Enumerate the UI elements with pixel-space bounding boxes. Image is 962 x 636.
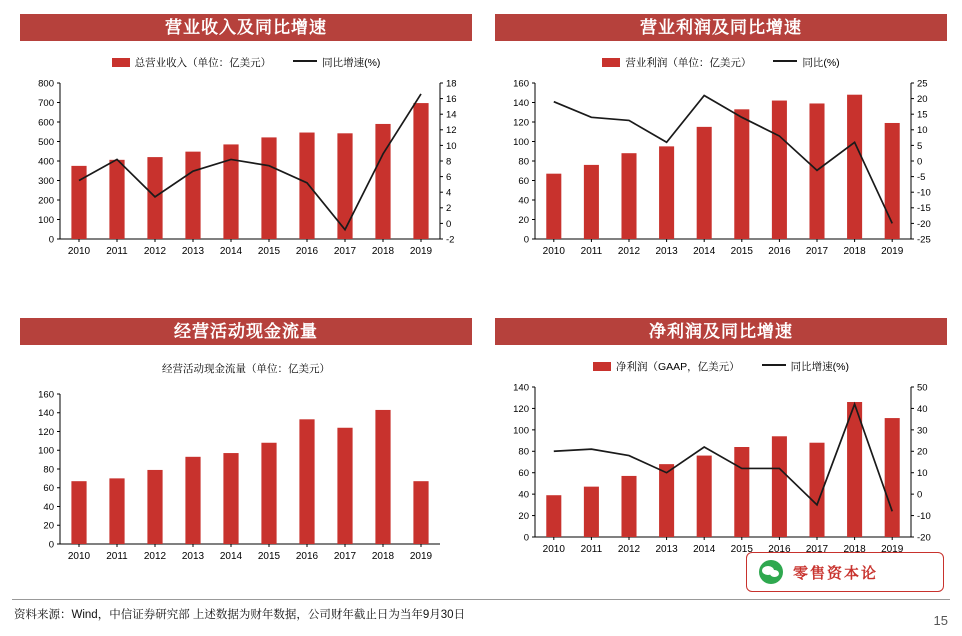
line-swatch-icon xyxy=(773,60,797,62)
svg-text:20: 20 xyxy=(917,446,928,458)
svg-text:50: 50 xyxy=(917,382,928,394)
svg-text:5: 5 xyxy=(917,140,923,152)
svg-text:6: 6 xyxy=(446,172,452,183)
bar-swatch-icon xyxy=(593,362,611,371)
svg-text:2016: 2016 xyxy=(295,246,319,257)
svg-text:80: 80 xyxy=(43,464,54,476)
svg-text:400: 400 xyxy=(38,156,54,168)
chart-caption-operating-cashflow: 经营活动现金流量（单位：亿美元） xyxy=(162,363,330,375)
svg-text:0: 0 xyxy=(523,532,529,544)
svg-text:100: 100 xyxy=(38,445,54,457)
svg-text:14: 14 xyxy=(446,109,457,121)
svg-text:2015: 2015 xyxy=(730,544,753,555)
legend-operating-profit xyxy=(495,55,947,69)
svg-text:2011: 2011 xyxy=(580,544,603,555)
legend-item-bar xyxy=(602,55,751,70)
svg-text:40: 40 xyxy=(917,403,928,415)
svg-text:2014: 2014 xyxy=(219,246,243,257)
svg-text:80: 80 xyxy=(518,156,529,168)
svg-text:2013: 2013 xyxy=(655,544,678,555)
svg-text:2014: 2014 xyxy=(219,551,243,562)
svg-text:60: 60 xyxy=(43,483,54,495)
svg-text:2018: 2018 xyxy=(843,246,866,257)
svg-text:10: 10 xyxy=(446,140,457,152)
svg-text:2017: 2017 xyxy=(805,544,829,555)
line-swatch-icon xyxy=(293,60,317,62)
legend-item-bar xyxy=(593,359,740,374)
panel-operating-cashflow xyxy=(20,318,472,570)
svg-text:800: 800 xyxy=(38,78,54,90)
legend-item-line xyxy=(773,55,839,70)
svg-text:100: 100 xyxy=(513,136,529,148)
svg-text:-2: -2 xyxy=(446,234,455,246)
svg-text:0: 0 xyxy=(446,218,452,230)
svg-text:30: 30 xyxy=(917,425,928,437)
chart-operating-profit xyxy=(495,75,947,265)
watermark-badge xyxy=(746,552,944,592)
panel-title-operating-profit: 营业利润及同比增速 xyxy=(495,14,947,41)
bar-swatch-icon xyxy=(602,58,620,67)
svg-text:-20: -20 xyxy=(917,218,931,230)
panel-title-revenue: 营业收入及同比增速 xyxy=(20,14,472,41)
svg-text:80: 80 xyxy=(518,446,529,458)
svg-text:60: 60 xyxy=(518,175,529,187)
svg-text:120: 120 xyxy=(513,403,529,415)
svg-text:120: 120 xyxy=(513,117,529,129)
svg-text:2010: 2010 xyxy=(67,246,91,257)
legend-label-line: 同比增速(%) xyxy=(322,56,381,69)
svg-text:-5: -5 xyxy=(917,172,926,183)
page-number: 15 xyxy=(933,613,948,628)
svg-text:10: 10 xyxy=(917,125,928,137)
svg-text:2017: 2017 xyxy=(333,551,357,562)
legend-label-bar: 营业利润（单位：亿美元） xyxy=(625,56,752,69)
panel-title-net-profit: 净利润及同比增速 xyxy=(495,318,947,345)
svg-text:2010: 2010 xyxy=(67,551,91,562)
svg-text:2016: 2016 xyxy=(768,544,791,555)
svg-text:2014: 2014 xyxy=(693,246,716,257)
svg-text:2019: 2019 xyxy=(881,544,904,555)
svg-text:-10: -10 xyxy=(917,187,931,199)
legend-label-line: 同比增速(%) xyxy=(790,360,850,373)
svg-text:140: 140 xyxy=(513,97,529,109)
svg-text:0: 0 xyxy=(917,489,923,501)
svg-text:4: 4 xyxy=(446,187,452,199)
svg-text:16: 16 xyxy=(446,94,457,105)
svg-text:2012: 2012 xyxy=(143,551,167,562)
svg-text:2013: 2013 xyxy=(181,551,205,562)
svg-text:-25: -25 xyxy=(917,234,931,246)
svg-text:2014: 2014 xyxy=(693,544,716,555)
svg-text:100: 100 xyxy=(38,214,54,226)
legend-item-line xyxy=(293,55,380,70)
svg-text:2011: 2011 xyxy=(106,246,128,257)
svg-text:40: 40 xyxy=(518,489,529,501)
svg-text:2012: 2012 xyxy=(143,246,167,257)
svg-text:2016: 2016 xyxy=(295,551,319,562)
panel-revenue xyxy=(20,14,472,265)
legend-label-bar: 净利润（GAAP，亿美元） xyxy=(615,360,740,373)
legend-label-bar: 总营业收入（单位：亿美元） xyxy=(134,56,272,69)
svg-text:2012: 2012 xyxy=(617,544,641,555)
svg-text:25: 25 xyxy=(917,78,928,90)
svg-text:2013: 2013 xyxy=(655,246,678,257)
svg-text:2011: 2011 xyxy=(580,246,603,257)
svg-text:60: 60 xyxy=(518,468,529,480)
svg-text:2013: 2013 xyxy=(181,246,205,257)
svg-text:0: 0 xyxy=(917,156,923,168)
svg-text:2011: 2011 xyxy=(106,551,128,562)
svg-text:20: 20 xyxy=(518,510,529,522)
wechat-icon xyxy=(759,560,783,584)
svg-text:200: 200 xyxy=(38,195,54,207)
bar-swatch-icon xyxy=(112,58,130,67)
line-swatch-icon xyxy=(762,364,786,366)
svg-text:0: 0 xyxy=(48,539,54,551)
svg-text:0: 0 xyxy=(523,234,529,246)
svg-text:2010: 2010 xyxy=(542,544,565,555)
svg-text:2019: 2019 xyxy=(881,246,904,257)
svg-text:100: 100 xyxy=(513,425,529,437)
source-note: 资料来源：Wind，中信证券研究部 上述数据为财年数据，公司财年截止日为当年9月30日 xyxy=(14,609,466,621)
svg-text:2015: 2015 xyxy=(257,246,281,257)
svg-text:10: 10 xyxy=(917,468,928,480)
svg-text:140: 140 xyxy=(513,382,529,394)
watermark-label: 零售资本论 xyxy=(793,564,879,582)
svg-text:2018: 2018 xyxy=(843,544,866,555)
chart-operating-cashflow xyxy=(20,386,472,570)
svg-text:2018: 2018 xyxy=(371,551,395,562)
svg-text:2019: 2019 xyxy=(409,246,433,257)
legend-label-line: 同比(%) xyxy=(802,56,840,69)
svg-text:160: 160 xyxy=(38,389,54,401)
panel-net-profit xyxy=(495,318,947,563)
svg-text:2: 2 xyxy=(446,203,452,215)
svg-text:40: 40 xyxy=(43,501,54,513)
svg-text:40: 40 xyxy=(518,195,529,207)
legend-revenue xyxy=(20,55,472,69)
svg-text:-15: -15 xyxy=(917,203,931,215)
svg-text:2015: 2015 xyxy=(730,246,753,257)
svg-text:600: 600 xyxy=(38,117,54,129)
legend-net-profit xyxy=(495,359,947,373)
svg-text:2017: 2017 xyxy=(805,246,829,257)
footer-divider xyxy=(12,599,950,600)
legend-item-line xyxy=(762,359,849,374)
svg-text:18: 18 xyxy=(446,78,457,90)
svg-text:2016: 2016 xyxy=(768,246,791,257)
svg-text:2012: 2012 xyxy=(617,246,641,257)
svg-text:8: 8 xyxy=(446,156,452,168)
svg-text:-20: -20 xyxy=(917,532,931,544)
svg-text:-10: -10 xyxy=(917,510,931,522)
svg-text:160: 160 xyxy=(513,78,529,90)
svg-text:2019: 2019 xyxy=(409,551,433,562)
svg-text:2015: 2015 xyxy=(257,551,281,562)
panel-title-operating-cashflow: 经营活动现金流量 xyxy=(20,318,472,345)
svg-text:500: 500 xyxy=(38,136,54,148)
svg-text:140: 140 xyxy=(38,408,54,420)
chart-net-profit xyxy=(495,379,947,563)
svg-text:700: 700 xyxy=(38,97,54,109)
legend-item-bar xyxy=(112,55,272,70)
svg-text:0: 0 xyxy=(48,234,54,246)
svg-text:20: 20 xyxy=(917,94,928,105)
svg-text:2017: 2017 xyxy=(333,246,357,257)
svg-text:12: 12 xyxy=(446,125,457,137)
svg-text:15: 15 xyxy=(917,109,928,121)
svg-text:300: 300 xyxy=(38,175,54,187)
svg-text:20: 20 xyxy=(43,520,54,532)
svg-text:2018: 2018 xyxy=(371,246,395,257)
svg-text:120: 120 xyxy=(38,426,54,438)
svg-text:2010: 2010 xyxy=(542,246,565,257)
chart-revenue xyxy=(20,75,472,265)
panel-operating-profit xyxy=(495,14,947,265)
svg-text:20: 20 xyxy=(518,214,529,226)
